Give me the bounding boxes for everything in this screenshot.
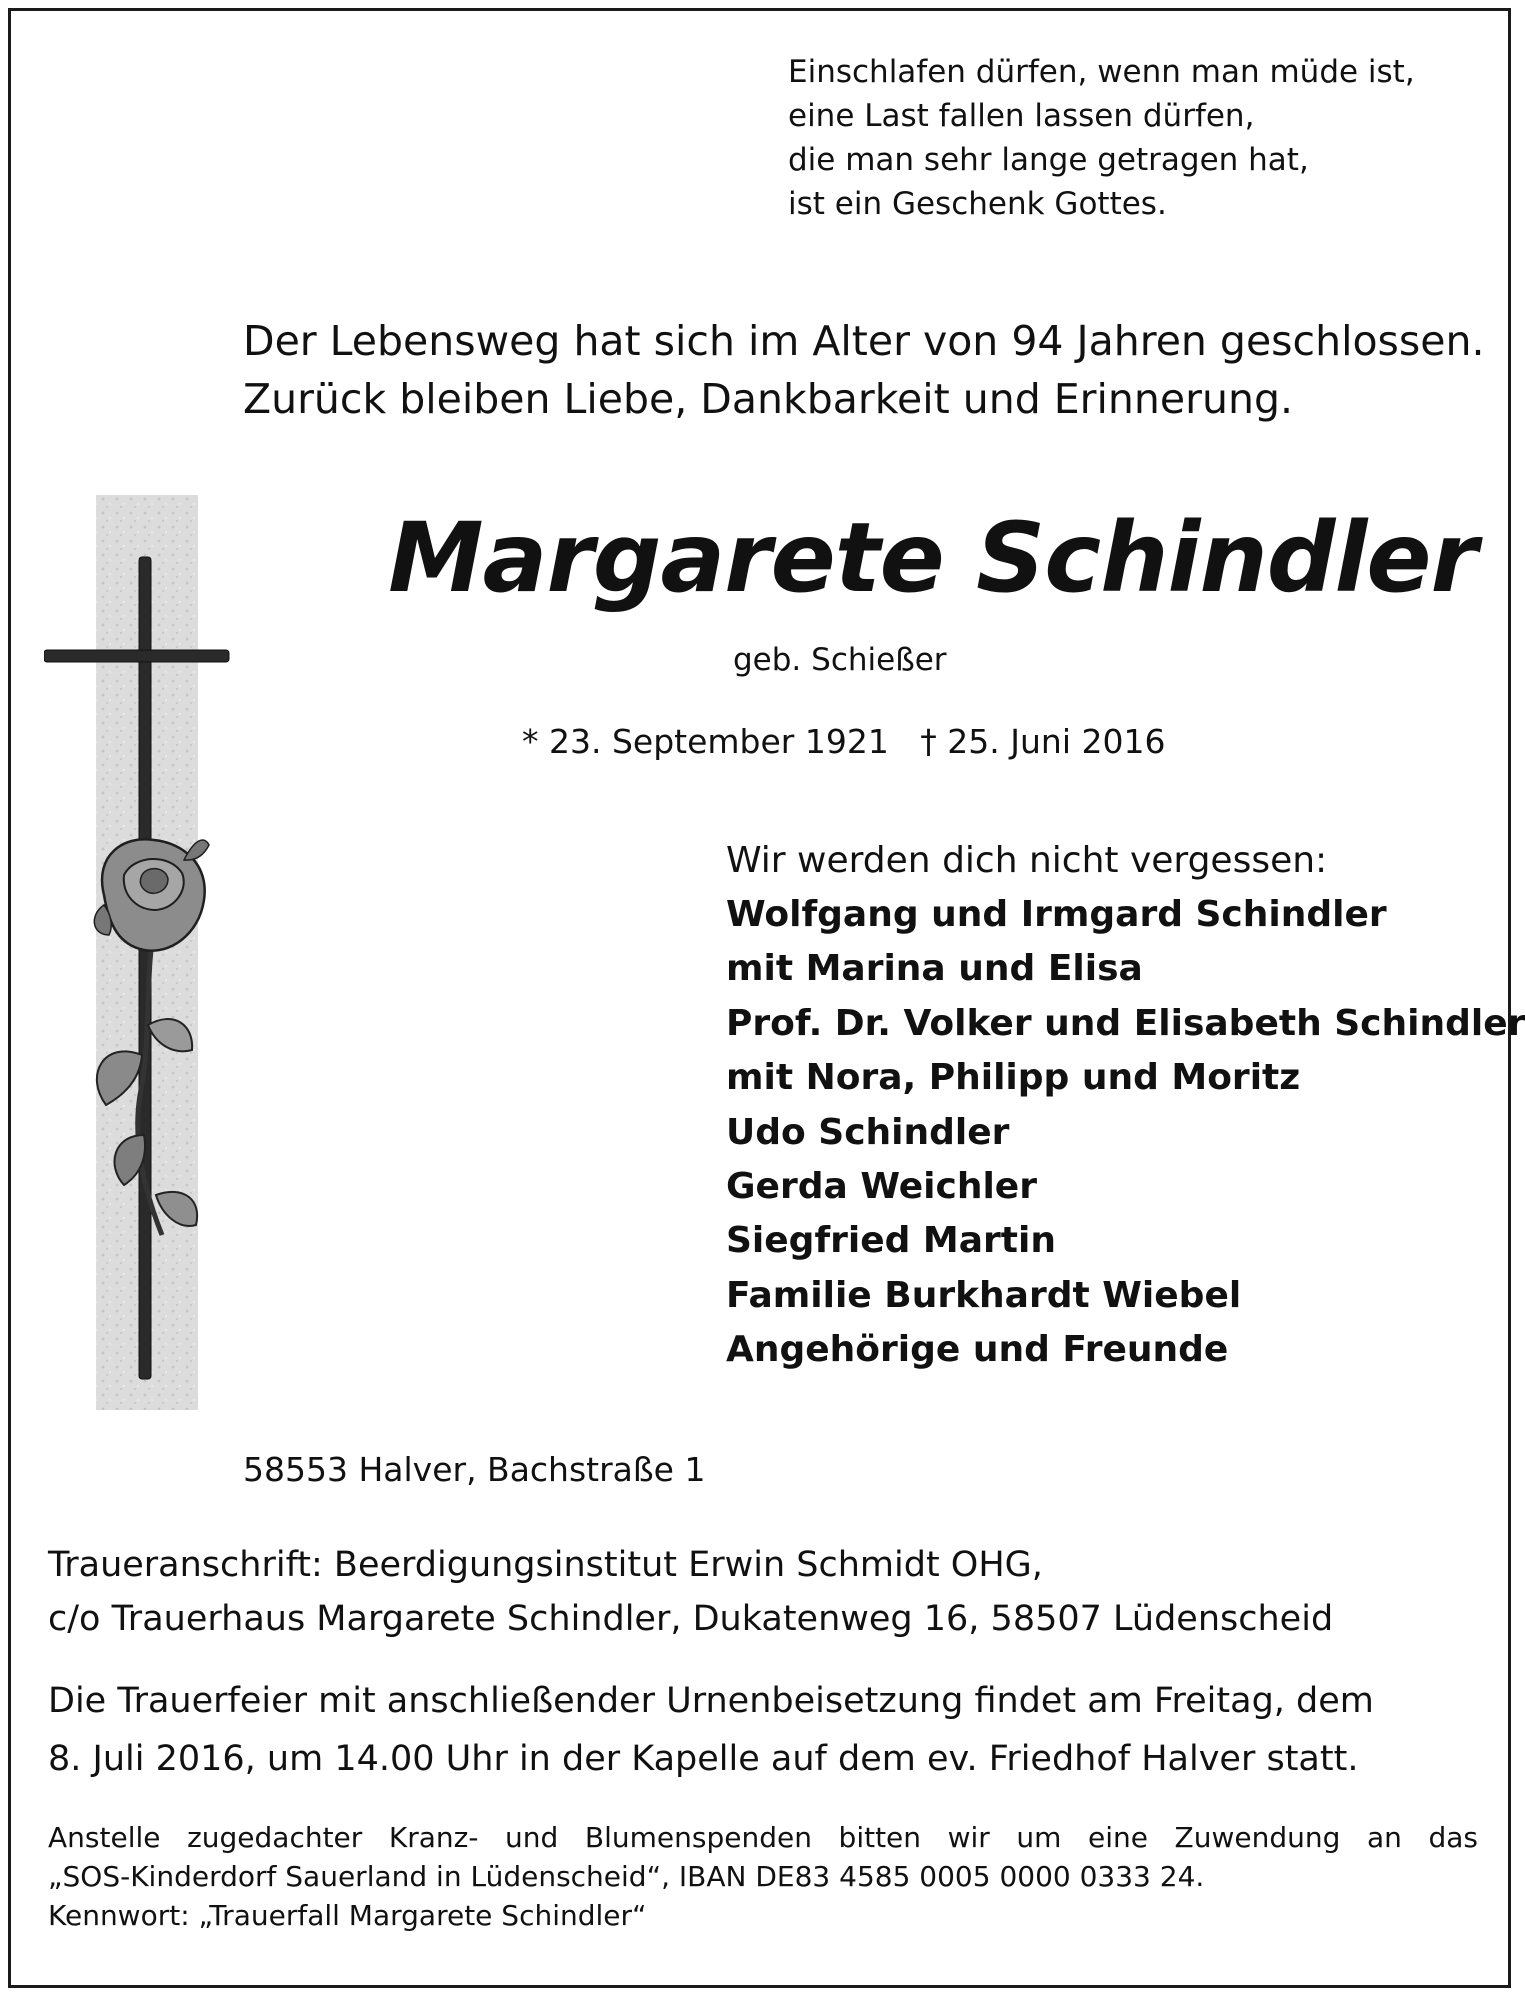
service-line: 8. Juli 2016, um 14.00 Uhr in der Kapelle auf dem ev. Friedhof Halver statt. xyxy=(48,1739,1359,1779)
donation-notice xyxy=(48,1818,1478,1935)
maiden-name: geb. Schießer xyxy=(733,642,947,678)
mourner-name: Udo Schindler xyxy=(726,1111,1010,1153)
mourner-name: mit Marina und Elisa xyxy=(726,948,1143,990)
poem-line: Einschlafen dürfen, wenn man müde ist, xyxy=(788,54,1415,90)
mourner-name: Angehörige und Freunde xyxy=(726,1329,1229,1371)
mourner-name: Familie Burkhardt Wiebel xyxy=(726,1274,1242,1316)
intro-line: Der Lebensweg hat sich im Alter von 94 Jahren geschlossen. xyxy=(243,317,1485,365)
service-line: Die Trauerfeier mit anschließender Urnenbeisetzung findet am Freitag, dem xyxy=(48,1681,1374,1721)
funeral-service-info xyxy=(48,1672,1374,1788)
mourner-name: Prof. Dr. Volker und Elisabeth Schindler xyxy=(726,1002,1525,1044)
intro-line: Zurück bleiben Liebe, Dankbarkeit und Erinnerung. xyxy=(243,375,1294,423)
poem-line: die man sehr lange getragen hat, xyxy=(788,142,1309,178)
life-dates: * 23. September 1921 † 25. Juni 2016 xyxy=(522,722,1166,761)
mourner-name: Siegfried Martin xyxy=(726,1220,1056,1262)
intro-text xyxy=(243,312,1485,428)
poem xyxy=(788,50,1415,226)
donation-line: Anstelle zugedachter Kranz- und Blumenspenden bitten wir um eine Zuwendung an das xyxy=(48,1821,1478,1854)
poem-line: eine Last fallen lassen dürfen, xyxy=(788,98,1255,134)
mourning-address-line: c/o Trauerhaus Margarete Schindler, Dukatenweg 16, 58507 Lüdenscheid xyxy=(48,1599,1334,1639)
mourners-intro: Wir werden dich nicht vergessen: xyxy=(726,840,1328,881)
mourner-name: Gerda Weichler xyxy=(726,1166,1037,1208)
cross-rose-icon xyxy=(44,495,249,1410)
mourners-list xyxy=(726,888,1525,1378)
donation-line: Kennwort: „Trauerfall Margarete Schindler“ xyxy=(48,1899,647,1932)
mourning-address xyxy=(48,1538,1333,1646)
donation-line: „SOS-Kinderdorf Sauerland in Lüdenscheid“, IBAN DE83 4585 0005 0000 0333 24. xyxy=(48,1860,1205,1893)
mourner-name: mit Nora, Philipp und Moritz xyxy=(726,1057,1301,1099)
mourner-name: Wolfgang und Irmgard Schindler xyxy=(726,894,1387,935)
mourning-address-line: Traueranschrift: Beerdigungsinstitut Erwin Schmidt OHG, xyxy=(48,1545,1043,1585)
cross-horizontal xyxy=(44,650,229,662)
deceased-name: Margarete Schindler xyxy=(388,502,1477,614)
home-address: 58553 Halver, Bachstraße 1 xyxy=(243,1450,706,1489)
poem-line: ist ein Geschenk Gottes. xyxy=(788,186,1167,222)
